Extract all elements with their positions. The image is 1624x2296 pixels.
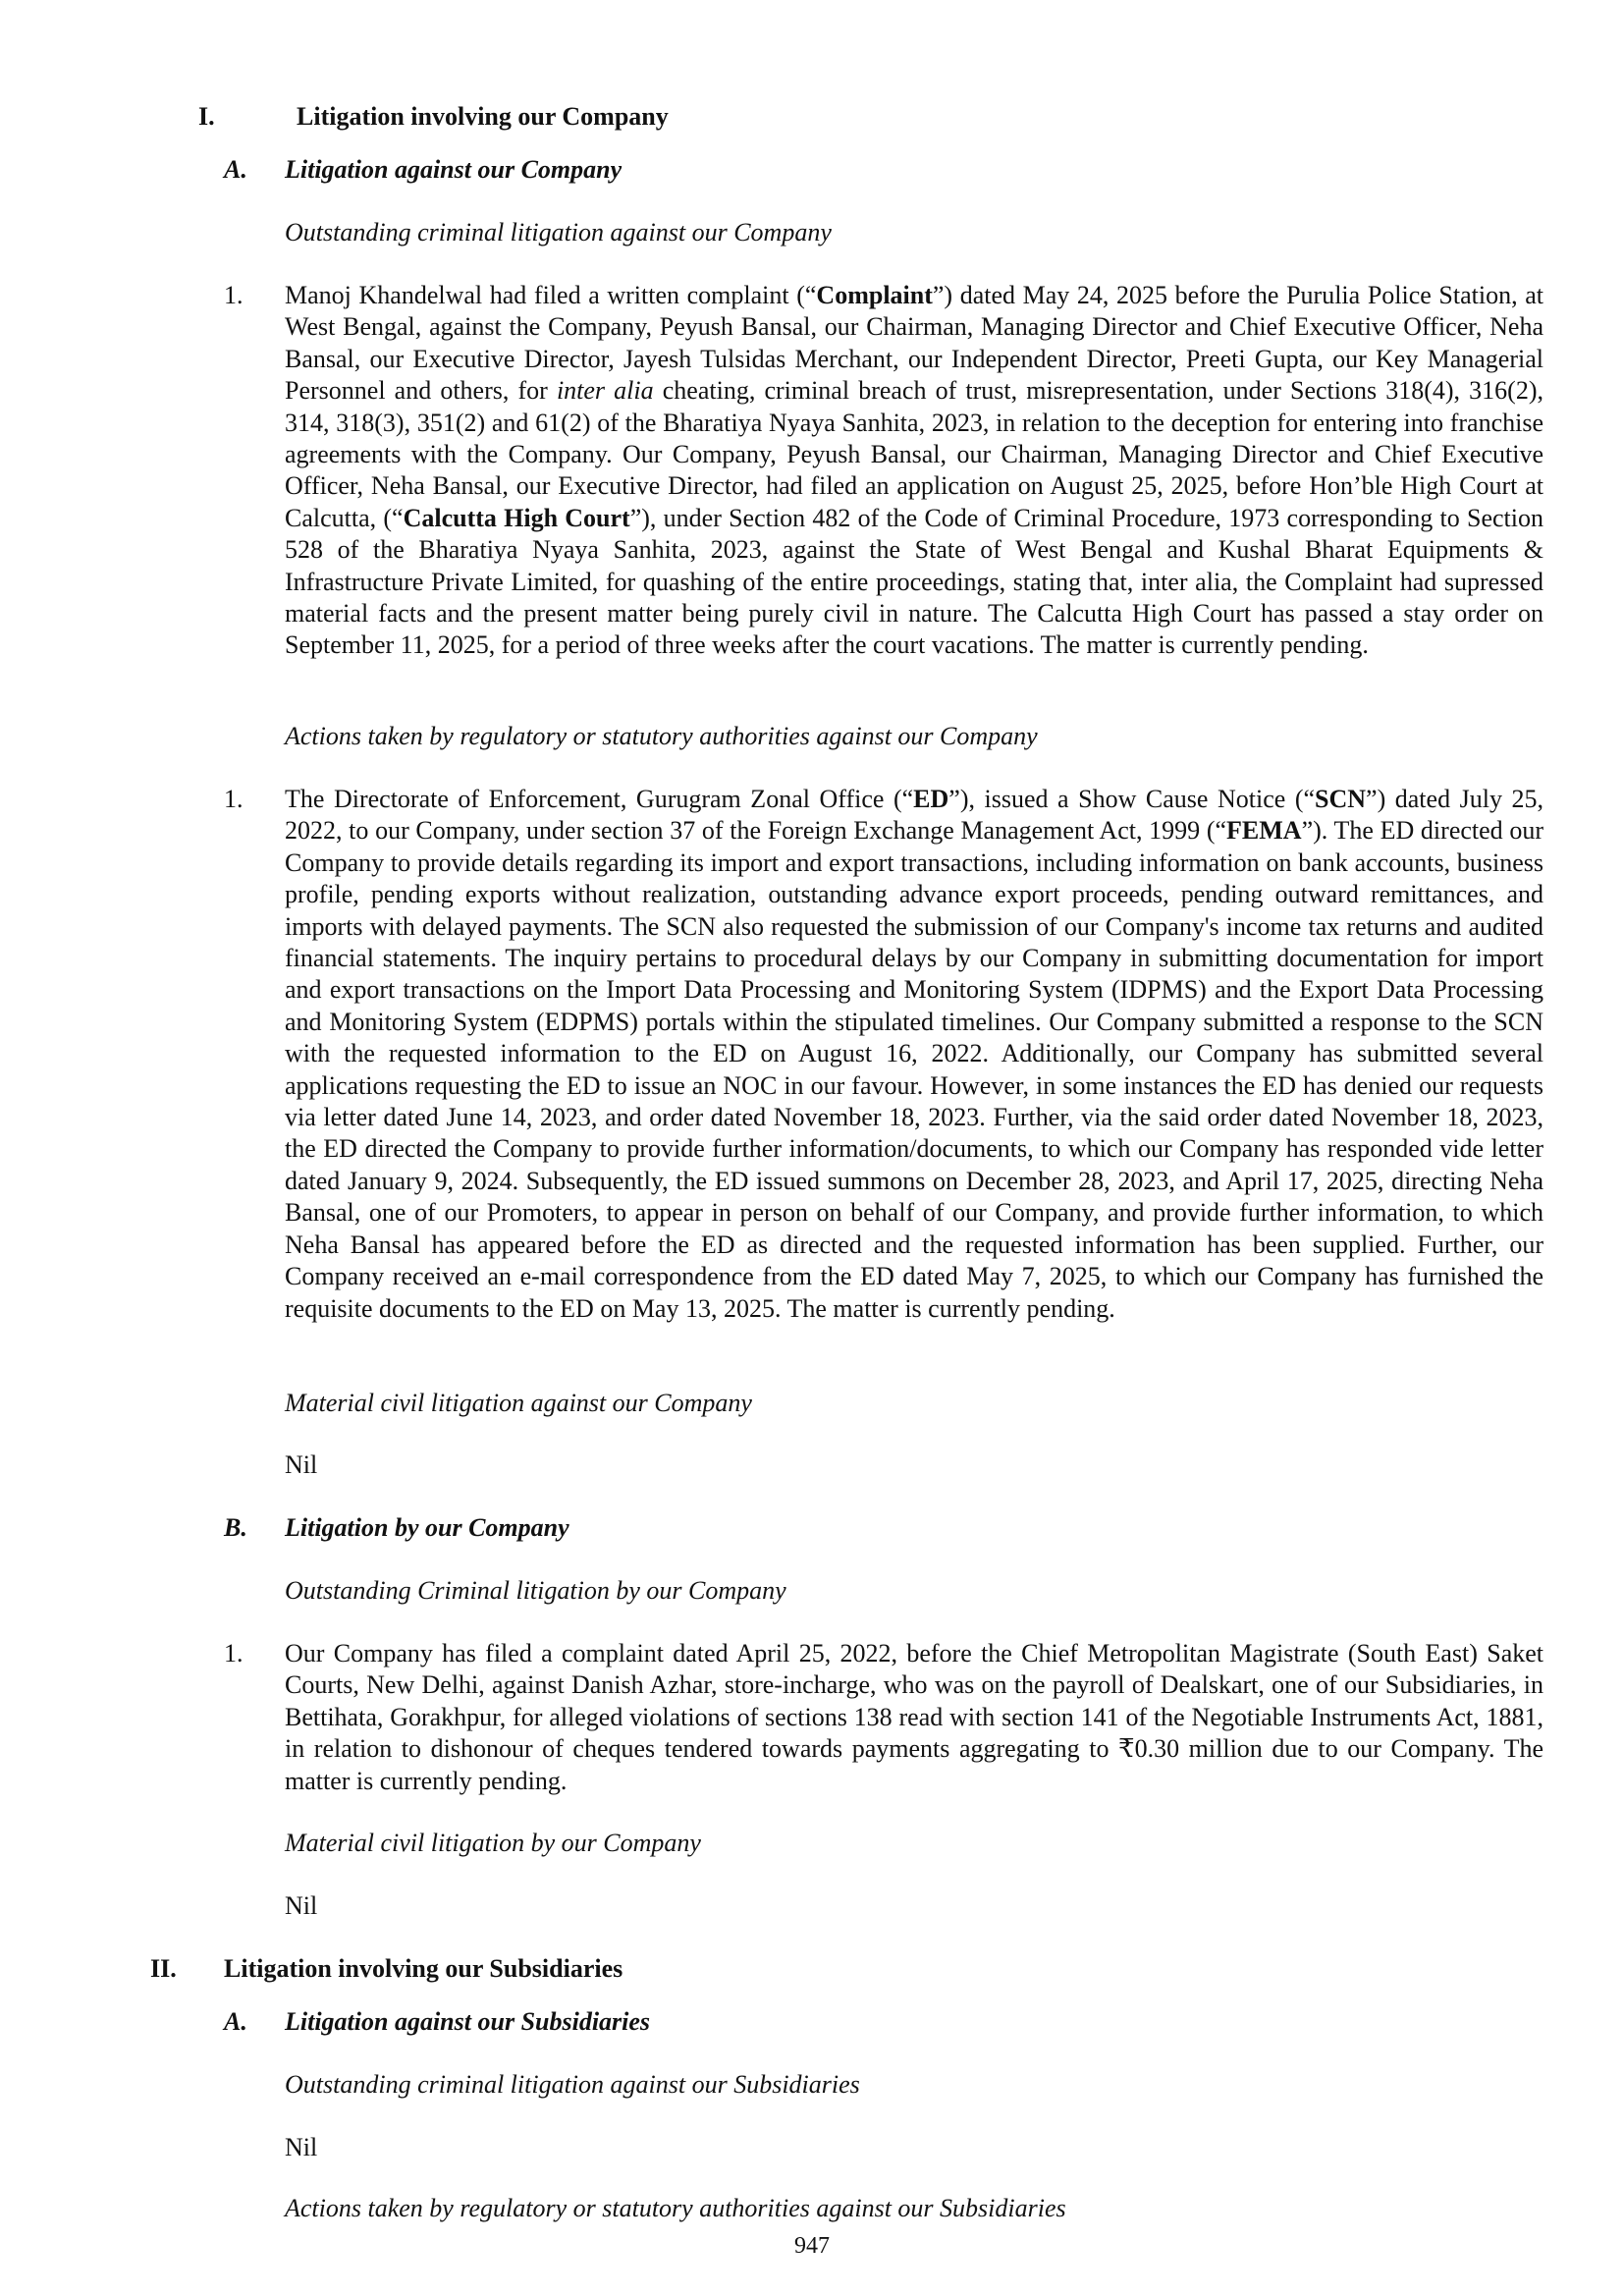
page-number: 947 bbox=[794, 2233, 830, 2259]
subsection-number: B. bbox=[224, 1513, 247, 1542]
category-heading: Material civil litigation against our Company bbox=[285, 1389, 752, 1417]
subsection-heading: Litigation against our Company bbox=[285, 155, 623, 184]
item-number: 1. bbox=[224, 1639, 244, 1667]
nil-text: Nil bbox=[285, 1450, 318, 1479]
category-heading: Material civil litigation by our Company bbox=[285, 1829, 701, 1857]
litigation-paragraph: Our Company has filed a complaint dated April 25, 2022, before the Chief Metropolitan Magistrate (South East) Saket Courts, New Delhi, against Danish Azhar, store-incharge, who was on the payroll of Dealskart, one of our Subsidiaries, in Bettihata, Gorakhpur, for alleged violations of sections 138 read with section 141 of the Negotiable Instruments Act, 1881, in relation to dishonour of cheques tendered towards payments aggregating to ₹0.30 million due to our Company. The matter is currently pending. bbox=[285, 1639, 1543, 1795]
litigation-paragraph: Manoj Khandelwal had filed a written complaint (“Complaint”) dated May 24, 2025 before the Purulia Police Station, at West Bengal, against the Company, Peyush Bansal, our Chairman, Managing Director and Chief Executive Officer, Neha Bansal, our Executive Director, Jayesh Tulsidas Merchant, our Independent Director, Preeti Gupta, our Key Managerial Personnel and others, for inter alia cheating, criminal breach of trust, misrepresentation, under Sections 318(4), 316(2), 314, 318(3), 351(2) and 61(2) of the Bharatiya Nyaya Sanhita, 2023, in relation to the deception for entering into franchise agreements with the Company. Our Company, Peyush Bansal, our Chairman, Managing Director and Chief Executive Officer, Neha Bansal, our Executive Director, had filed an application on August 25, 2025, before Hon’ble High Court at Calcutta, (“Calcutta High Court”), under Section 482 of the Code of Criminal Procedure, 1973 corresponding to Section 528 of the Bharatiya Nyaya Sanhita, 2023, against the State of West Bengal and Kushal Bharat Equipments & Infrastructure Private Limited, for quashing of the entire proceedings, stating that, inter alia, the Complaint had supressed material facts and the present matter being purely civil in nature. The Calcutta High Court has passed a stay order on September 11, 2025, for a period of three weeks after the court vacations. The matter is currently pending. bbox=[285, 281, 1543, 660]
subsection-heading: Litigation against our Subsidiaries bbox=[285, 2007, 651, 2036]
litigation-paragraph: The Directorate of Enforcement, Gurugram Zonal Office (“ED”), issued a Show Cause Notice (“SCN”) dated July 25, 2022, to our Company, under section 37 of the Foreign Exchange Management Act, 1999 (“FEMA”). The ED directed our Company to provide details regarding its import and export transactions, including information on bank accounts, business profile, pending exports without realization, outstanding advance export proceeds, pending outward remittances, and imports with delayed payments. The SCN also requested the submission of our Company's income tax returns and audited financial statements. The inquiry pertains to procedural delays by our Company in submitting documentation for import and export transactions on the Import Data Processing and Monitoring System (IDPMS) and the Export Data Processing and Monitoring System (EDPMS) portals within the stipulated timelines. Our Company submitted a response to the SCN with the requested information to the ED on August 16, 2022. Additionally, our Company has submitted several applications requesting the ED to issue an NOC in our favour. However, in some instances the ED has denied our requests via letter dated June 14, 2023, and order dated November 18, 2023. Further, via the said order dated November 18, 2023, the ED directed the Company to provide further information/documents, to which our Company has responded vide letter dated January 9, 2024. Subsequently, the ED issued summons on December 28, 2023, and April 17, 2025, directing Neha Bansal, one of our Promoters, to appear in person on behalf of our Company, and provide further information, to which Neha Bansal has appeared before the ED as directed and the requested information has been supplied. Further, our Company received an e-mail correspondence from the ED dated May 7, 2025, to which our Company has furnished the requisite documents to the ED on May 13, 2025. The matter is currently pending. bbox=[285, 785, 1543, 1323]
section-number: I. bbox=[198, 102, 215, 131]
subsection-number: A. bbox=[224, 155, 247, 184]
category-heading: Actions taken by regulatory or statutory authorities against our Subsidiaries bbox=[285, 2194, 1066, 2222]
subsection-heading: Litigation by our Company bbox=[285, 1513, 569, 1542]
section-heading: Litigation involving our Subsidiaries bbox=[224, 1954, 623, 1983]
nil-text: Nil bbox=[285, 1891, 318, 1920]
nil-text: Nil bbox=[285, 2133, 318, 2161]
category-heading: Outstanding criminal litigation against our Subsidiaries bbox=[285, 2070, 860, 2099]
section-heading: Litigation involving our Company bbox=[297, 102, 669, 131]
category-heading: Outstanding criminal litigation against our Company bbox=[285, 218, 832, 246]
item-number: 1. bbox=[224, 785, 244, 813]
section-number: II. bbox=[150, 1954, 177, 1983]
item-number: 1. bbox=[224, 281, 244, 309]
category-heading: Outstanding Criminal litigation by our Company bbox=[285, 1576, 786, 1605]
category-heading: Actions taken by regulatory or statutory authorities against our Company bbox=[285, 722, 1038, 750]
subsection-number: A. bbox=[224, 2007, 247, 2036]
